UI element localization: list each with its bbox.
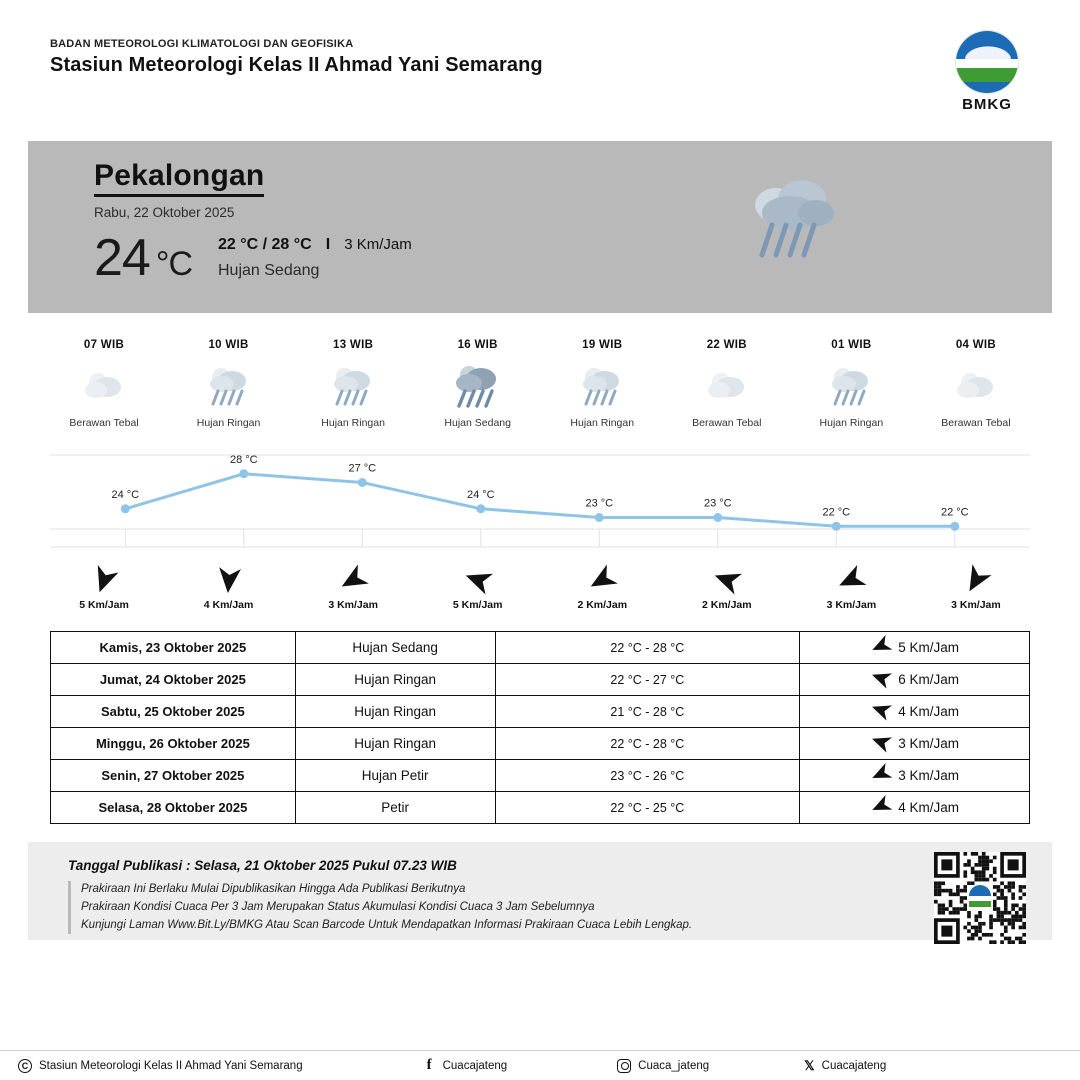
table-row xyxy=(51,728,1030,760)
current-wind: 3 Km/Jam xyxy=(344,236,412,253)
wind-arrow-icon xyxy=(542,563,662,597)
instagram-item[interactable] xyxy=(617,1059,709,1073)
svg-text:24 °C: 24 °C xyxy=(111,488,140,501)
hourly-time: 07 WIB xyxy=(83,339,125,351)
current-temperature-value: 24 xyxy=(94,229,150,287)
station-name: Stasiun Meteorologi Kelas II Ahmad Yani Semarang xyxy=(50,54,543,76)
svg-text:22 °C: 22 °C xyxy=(940,506,969,519)
temperature-chart xyxy=(44,447,1036,557)
hourly-desc: Hujan Ringan xyxy=(196,417,261,429)
wind-item xyxy=(418,563,538,611)
hourly-time: 01 WIB xyxy=(831,339,872,351)
svg-text:23 °C: 23 °C xyxy=(703,497,732,510)
hourly-desc: Hujan Ringan xyxy=(570,417,635,429)
hourly-time: 10 WIB xyxy=(208,339,249,351)
forecast-day: Jumat, 24 Oktober 2025 xyxy=(51,664,296,696)
wind-arrow-icon xyxy=(870,635,892,660)
hourly-desc: Berawan Tebal xyxy=(692,417,762,429)
qr-code xyxy=(934,852,1026,944)
rain-icon xyxy=(169,359,289,413)
wind-arrow-icon xyxy=(870,699,892,724)
rain-icon xyxy=(542,359,662,413)
hero-weather-icon xyxy=(732,169,842,270)
publication-info xyxy=(28,842,1052,940)
separator: I xyxy=(325,236,331,253)
forecast-temp: 23 °C - 26 °C xyxy=(495,760,800,792)
copyright-text: Stasiun Meteorologi Kelas II Ahmad Yani Semarang xyxy=(39,1059,303,1072)
daily-forecast-table xyxy=(50,631,1030,824)
forecast-day: Kamis, 23 Oktober 2025 xyxy=(51,632,296,664)
x-handle: Cuacajateng xyxy=(821,1059,887,1072)
note-line-3: Kunjungi Laman Www.Bit.Ly/BMKG Atau Scan Barcode Untuk Mendapatkan Informasi Prakiraan Cuaca Lebih Lengkap. xyxy=(81,918,693,931)
page-header xyxy=(0,0,1080,113)
bmkg-logo xyxy=(944,30,1030,113)
hourly-time: 13 WIB xyxy=(333,339,374,351)
hourly-desc: Hujan Sedang xyxy=(444,417,511,429)
forecast-wind xyxy=(800,632,1030,664)
forecast-temp: 22 °C - 25 °C xyxy=(495,792,800,824)
bmkg-logo-text: BMKG xyxy=(962,96,1012,113)
temperature-minmax: 22 °C / 28 °C xyxy=(218,236,312,253)
hourly-time: 19 WIB xyxy=(582,339,623,351)
hourly-item xyxy=(169,339,289,429)
forecast-temp: 22 °C - 28 °C xyxy=(495,728,800,760)
hourly-time: 16 WIB xyxy=(457,339,498,351)
forecast-condition: Hujan Petir xyxy=(295,760,495,792)
forecast-wind xyxy=(800,760,1030,792)
wind-speed: 5 Km/Jam xyxy=(452,599,503,611)
forecast-wind-speed: 3 Km/Jam xyxy=(898,768,959,783)
svg-text:28 °C: 28 °C xyxy=(229,453,258,466)
wind-item xyxy=(293,563,413,611)
hourly-time: 04 WIB xyxy=(955,339,997,351)
wind-speed: 2 Km/Jam xyxy=(702,599,752,611)
instagram-handle: Cuaca_jateng xyxy=(638,1059,710,1072)
current-condition: Hujan Sedang xyxy=(218,262,320,279)
table-row xyxy=(51,632,1030,664)
current-weather-banner xyxy=(28,141,1052,313)
temperature-range xyxy=(218,236,412,254)
wind-item xyxy=(44,563,164,611)
wind-speed: 3 Km/Jam xyxy=(951,599,1001,611)
facebook-handle: Cuacajateng xyxy=(442,1059,508,1072)
wind-speed: 5 Km/Jam xyxy=(79,599,129,611)
forecast-condition: Hujan Ringan xyxy=(295,696,495,728)
wind-item xyxy=(916,563,1036,611)
heavy-rain-icon xyxy=(418,359,538,413)
hourly-item xyxy=(542,339,662,429)
table-row xyxy=(51,760,1030,792)
svg-text:23 °C: 23 °C xyxy=(585,497,614,510)
city-name: Pekalongan xyxy=(94,159,264,197)
wind-item xyxy=(542,563,662,611)
hourly-item xyxy=(916,339,1036,429)
wind-arrow-icon xyxy=(293,563,413,597)
wind-speed: 3 Km/Jam xyxy=(328,599,378,611)
forecast-wind-speed: 6 Km/Jam xyxy=(898,672,959,687)
wind-arrow-icon xyxy=(169,563,289,597)
hourly-desc: Hujan Ringan xyxy=(321,417,385,429)
table-row xyxy=(51,664,1030,696)
table-row xyxy=(51,792,1030,824)
note-line-2: Prakiraan Kondisi Cuaca Per 3 Jam Merupakan Status Akumulasi Kondisi Cuaca 3 Jam Sebelumnya xyxy=(81,900,595,913)
forecast-condition: Hujan Sedang xyxy=(295,632,495,664)
wind-arrow-icon xyxy=(916,563,1036,597)
forecast-wind xyxy=(800,728,1030,760)
current-temperature xyxy=(94,229,192,287)
forecast-condition: Hujan Ringan xyxy=(295,664,495,696)
forecast-wind-speed: 5 Km/Jam xyxy=(898,640,959,655)
svg-text:27 °C: 27 °C xyxy=(348,462,377,475)
rain-icon xyxy=(791,359,911,413)
forecast-day: Minggu, 26 Oktober 2025 xyxy=(51,728,296,760)
hourly-item xyxy=(667,339,787,429)
note-line-1: Prakiraan Ini Berlaku Mulai Dipublikasikan Hingga Ada Publikasi Berikutnya xyxy=(81,883,466,895)
forecast-wind-speed: 3 Km/Jam xyxy=(898,736,959,751)
wind-arrow-icon xyxy=(418,563,538,597)
forecast-wind xyxy=(800,664,1030,696)
forecast-condition: Petir xyxy=(295,792,495,824)
wind-arrow-icon xyxy=(870,795,892,820)
wind-speed: 4 Km/Jam xyxy=(203,599,254,611)
wind-speed: 3 Km/Jam xyxy=(826,599,877,611)
forecast-condition: Hujan Ringan xyxy=(295,728,495,760)
hourly-desc: Berawan Tebal xyxy=(941,417,1011,429)
social-bar xyxy=(0,1050,1080,1080)
hourly-time: 22 WIB xyxy=(706,339,747,351)
rain-icon xyxy=(293,359,413,413)
svg-text:24 °C: 24 °C xyxy=(466,488,495,501)
hourly-desc: Hujan Ringan xyxy=(819,417,884,429)
wind-arrow-icon xyxy=(870,731,892,756)
forecast-day: Selasa, 28 Oktober 2025 xyxy=(51,792,296,824)
hourly-item xyxy=(418,339,538,429)
copyright-icon: C xyxy=(18,1059,32,1073)
wind-item xyxy=(667,563,787,611)
hourly-item xyxy=(44,339,164,429)
forecast-day: Sabtu, 25 Oktober 2025 xyxy=(51,696,296,728)
facebook-item[interactable] xyxy=(423,1057,508,1074)
forecast-temp: 22 °C - 28 °C xyxy=(495,632,800,664)
forecast-wind xyxy=(800,696,1030,728)
forecast-wind xyxy=(800,792,1030,824)
wind-arrow-icon xyxy=(44,563,164,597)
forecast-temp: 22 °C - 27 °C xyxy=(495,664,800,696)
publication-date: Tanggal Publikasi : Selasa, 21 Oktober 2025 Pukul 07.23 WIB xyxy=(68,858,457,873)
cloudy-icon xyxy=(667,359,787,413)
table-row xyxy=(51,696,1030,728)
x-twitter-icon: 𝕏 xyxy=(804,1057,815,1073)
copyright-item xyxy=(18,1059,303,1073)
wind-arrow-icon xyxy=(870,667,892,692)
facebook-icon: f xyxy=(426,1057,432,1073)
svg-text:22 °C: 22 °C xyxy=(822,506,851,519)
hourly-desc: Berawan Tebal xyxy=(69,417,139,429)
forecast-wind-speed: 4 Km/Jam xyxy=(898,800,959,815)
wind-arrow-icon xyxy=(870,763,892,788)
hourly-forecast-strip xyxy=(44,339,1036,429)
cloudy-icon xyxy=(44,359,164,413)
degree-unit: °C xyxy=(155,245,192,283)
bmkg-logo-icon xyxy=(955,30,1019,94)
forecast-temp: 21 °C - 28 °C xyxy=(495,696,800,728)
hourly-item xyxy=(791,339,911,429)
publication-notes xyxy=(68,881,1026,934)
wind-item xyxy=(169,563,289,611)
forecast-wind-speed: 4 Km/Jam xyxy=(898,704,959,719)
wind-speed: 2 Km/Jam xyxy=(577,599,628,611)
wind-arrow-icon xyxy=(667,563,787,597)
current-date: Rabu, 22 Oktober 2025 xyxy=(94,205,235,220)
hourly-item xyxy=(293,339,413,429)
forecast-day: Senin, 27 Oktober 2025 xyxy=(51,760,296,792)
x-item[interactable] xyxy=(804,1058,886,1074)
agency-name: BADAN METEOROLOGI KLIMATOLOGI DAN GEOFISIKA xyxy=(50,38,354,50)
wind-arrow-icon xyxy=(791,563,911,597)
header-text-block xyxy=(50,38,543,77)
wind-direction-row xyxy=(44,563,1036,611)
cloudy-icon xyxy=(916,359,1036,413)
instagram-icon xyxy=(617,1059,631,1073)
wind-item xyxy=(791,563,911,611)
